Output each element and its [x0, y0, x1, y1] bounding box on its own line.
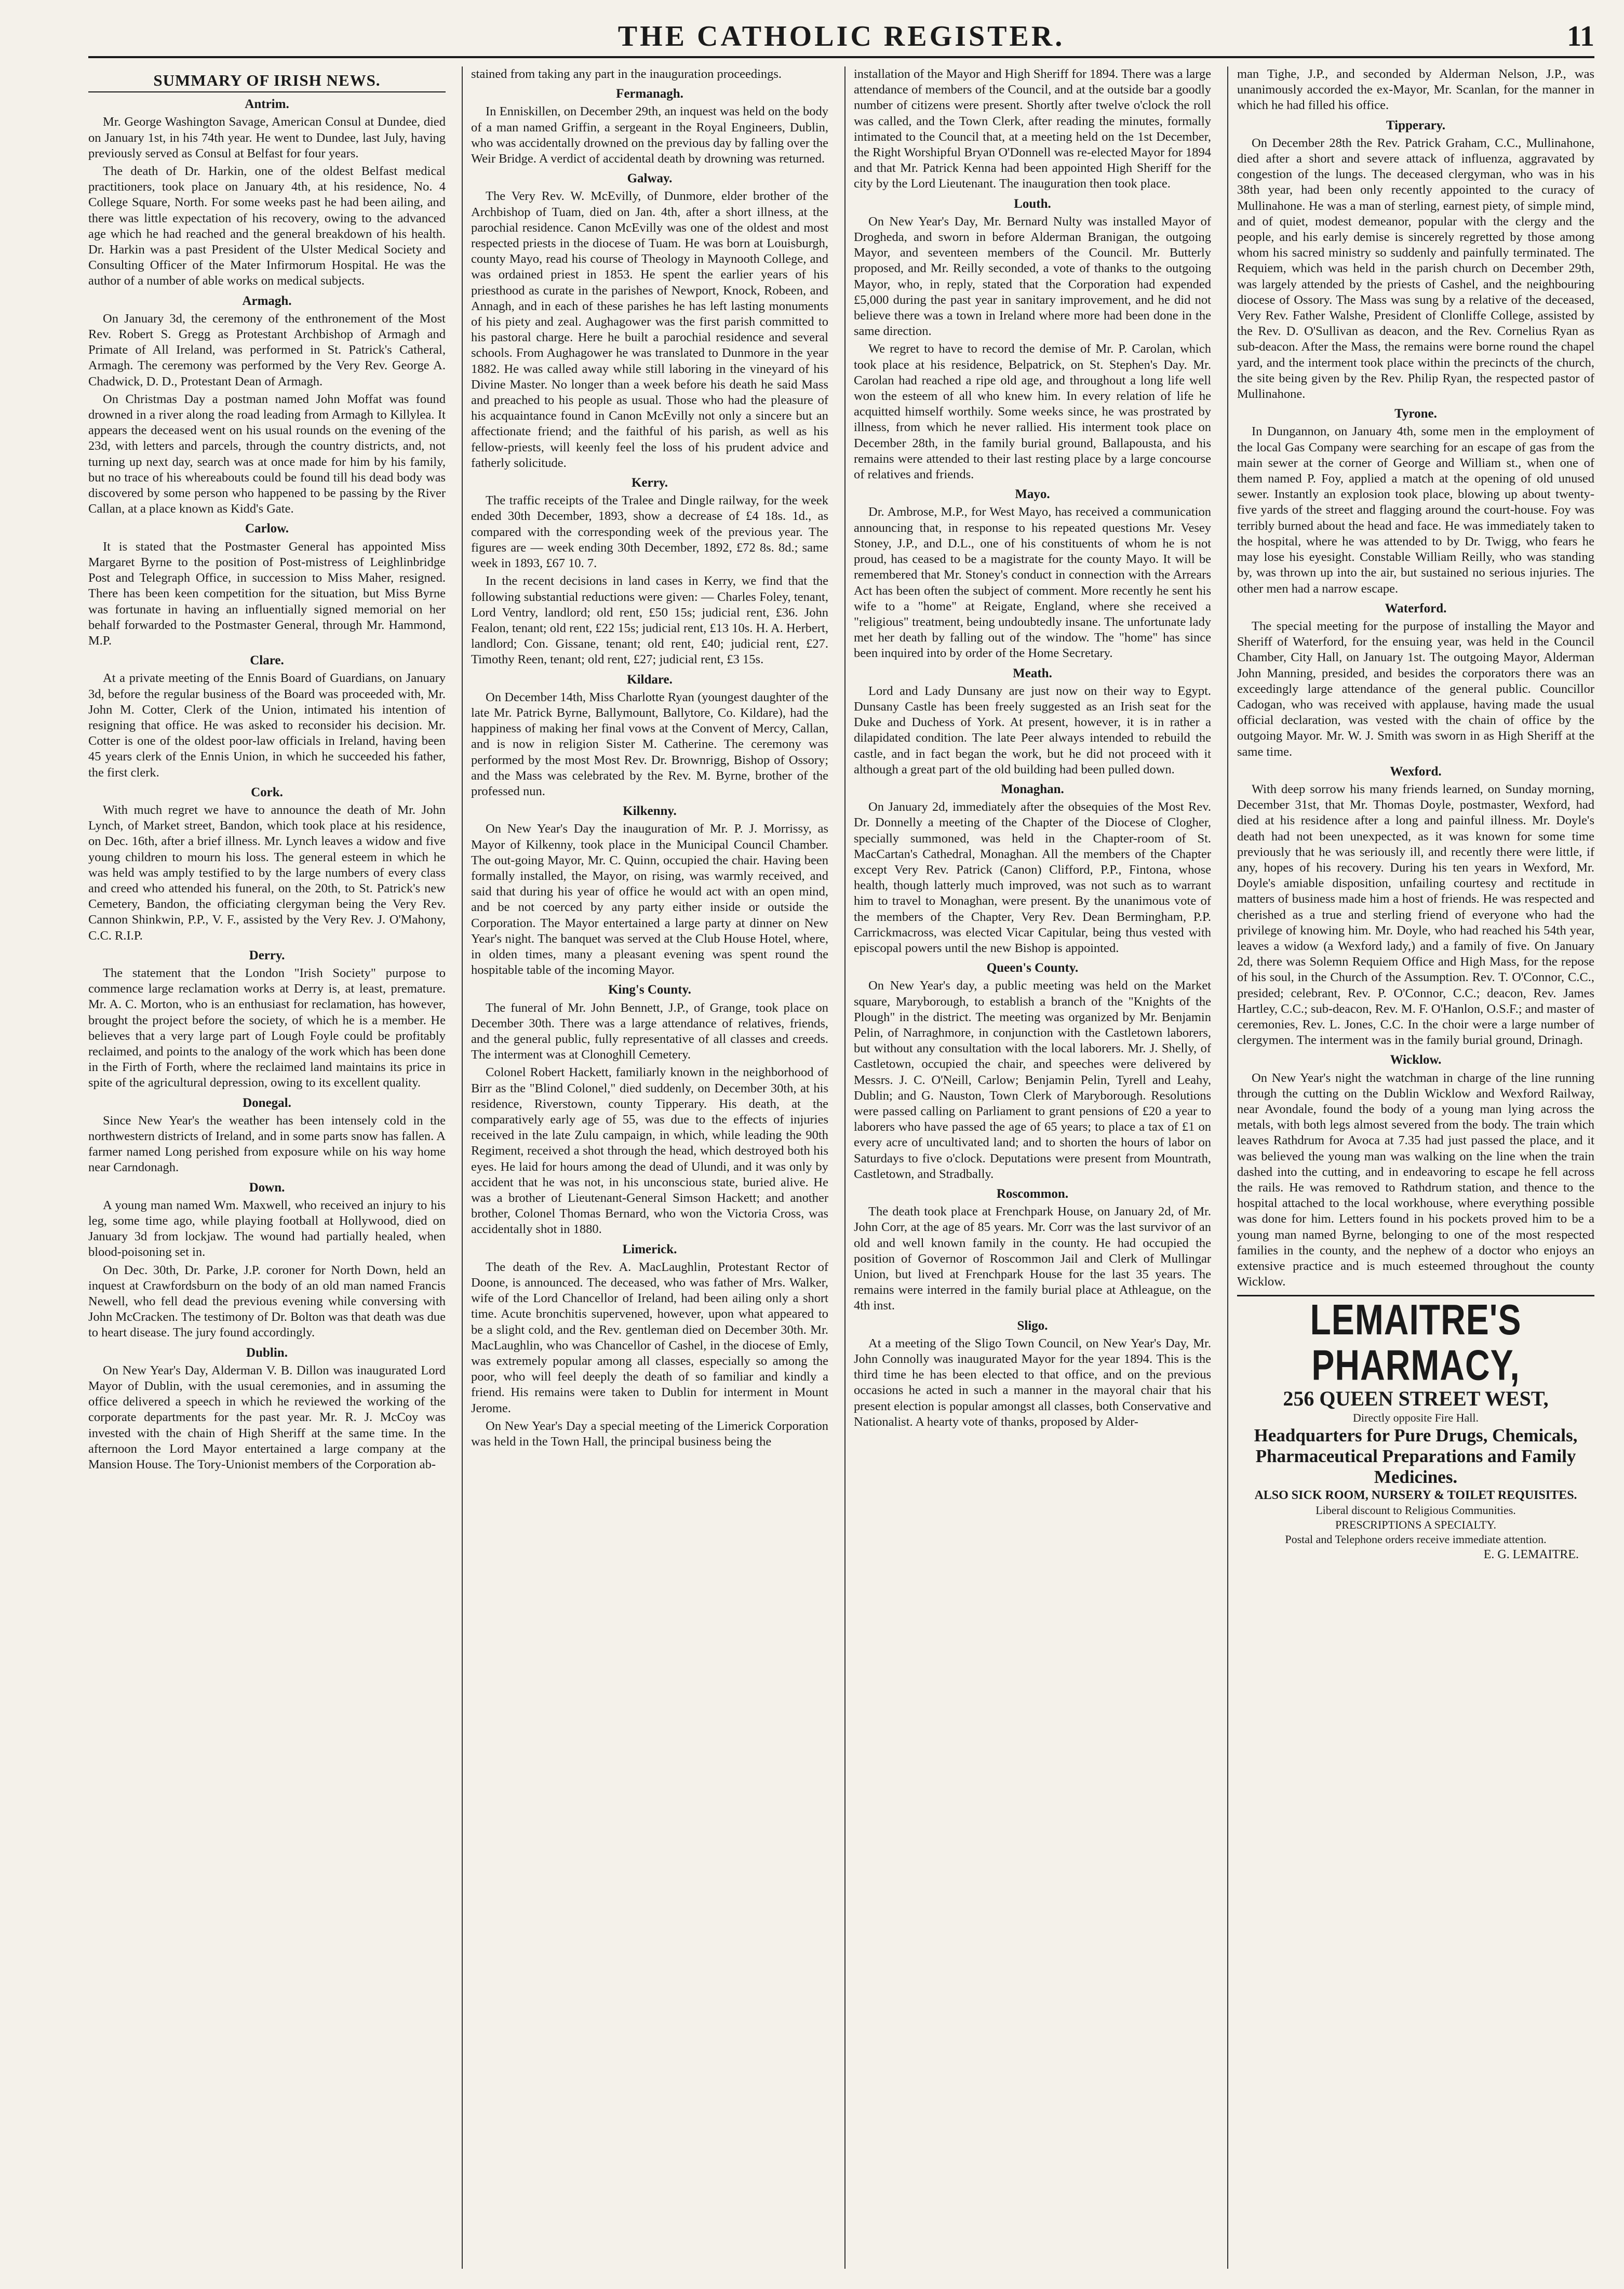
- article-paragraph: The traffic receipts of the Tralee and Dingle railway, for the week ended 30th December, 1893, show a decrease of £4 18s. 1d., as compared with the corresponding week of the previous year. The figures are — week ending 30th December, 1892, £72 8s. 8d.; same week in 1893, £67 10. 7.: [471, 493, 828, 571]
- county-heading: Dublin.: [246, 1345, 288, 1360]
- article-paragraph: man Tighe, J.P., and seconded by Alderman Nelson, J.P., was unanimously accorded the ex-Mayor, Mr. Scanlan, for the manner in which he had filled his office.: [1237, 67, 1594, 113]
- article-paragraph: At a meeting of the Sligo Town Council, on New Year's Day, Mr. John Connolly was inaugurated Mayor for the year 1894. This is the third time he has been elected to that office, and on the previous occasions he acted in such a manner in the mayoral chair that his present election is popular amongst all classes, both Conservative and Nationalist. A hearty vote of thanks, proposed by Alder-: [854, 1336, 1211, 1429]
- pharmacy-advertisement: [1237, 1295, 1594, 1562]
- county-heading: Mayo.: [1015, 487, 1050, 502]
- county-heading: Clare.: [250, 653, 284, 668]
- article-paragraph: On New Year's day, a public meeting was held on the Market square, Maryborough, to establish a branch of the "Knights of the Plough" in the district. The meeting was organized by Mr. Benjamin Pelin, of Narraghmore, in conjunction with the Castletown laborers, but without any consultation with the local laborers. Mr. J. Shelly, of Castletown, occupied the chair, and speeches were delivered by Messrs. J. C. O'Neill, Carlow; Benjamin Pelin, Tyrell and Leahy, Dublin; and G. Nauston, Town Clerk of Maryborough. Resolutions were passed calling on Parliament to grant pensions of £20 a year to laborers who have passed the age of 65 years; to place a tax of £1 on every acre of uncultivated land; and to shorten the hours of labor on Saturdays to five o'clock. Deputations were present from Mountrath, Castletown, and Stradbally.: [854, 979, 1211, 1181]
- ad-title: LEMAITRE'S PHARMACY,: [1310, 1295, 1522, 1389]
- county-heading: Donegal.: [243, 1095, 291, 1110]
- county-heading: Armagh.: [242, 293, 292, 308]
- county-heading: Down.: [249, 1180, 285, 1195]
- county-heading: Carlow.: [245, 521, 289, 536]
- article-paragraph: In the recent decisions in land cases in Kerry, we find that the following substantial reductions were given: — Charles Foley, tenant, Lord Ventry, landlord; old rent, £50 15s; judicial rent, £36. John Fealon, tenant; old rent, £22 15s; judicial rent, £13 10s. H. A. Herbert, landlord; Con. Gissane, tenant; old rent, £40; judicial rent, £27. Timothy Reen, tenant; old rent, £27; judicial rent, £3 15s.: [471, 574, 828, 667]
- ad-orders: Postal and Telephone orders receive immediate attention.: [1285, 1533, 1547, 1546]
- ad-discount: Liberal discount to Religious Communities.: [1316, 1504, 1516, 1517]
- article-paragraph: Colonel Robert Hackett, familiarly known in the neighborhood of Birr as the "Blind Colonel," died suddenly, on December 30th, at his residence, Riverstown, county Tipperary. His death, at the comparatively early age of 55, was due to the effects of injuries received in the late Zulu campaign, in which, while leading the 90th Regiment, received a shot through the head, which destroyed both his eyes. He laid for hours among the dead of Ulundi, and it was only by accident that he was not, in his unconscious state, buried alive. He was a brother of Lieutenant-General Simson Hackett; and another brother, Colonel Thomas Bernard, who won the Victoria Cross, was accidentally shot in 1880.: [471, 1065, 828, 1237]
- article-paragraph: In Dungannon, on January 4th, some men in the employment of the local Gas Company were searching for an escape of gas from the main sewer at the corner of George and William st., when one of them named P. Foy, applied a match at the opening of old unused sewer. Instantly an explosion took place, blowing up about twenty-five yards of the street and flagging around the court-house. Foy was terribly burned about the head and face. He was immediately taken to the hospital, where he was attended to by Dr. Twigg, who fears he may lose his eyesight. Constable William Reilly, who was standing by, was thrown up into the air, but sustained no serious injuries. The other men had a narrow escape.: [1237, 424, 1594, 596]
- article-paragraph: It is stated that the Postmaster General has appointed Miss Margaret Byrne to the position of Post-mistress of Leighlinbridge Post and Telegraph Office, in succession to Miss Maher, resigned. There has been keen competition for the situation, but Miss Byrne was fortunate in having an influentially signed memorial on her behalf forwarded to the Postmaster General, through Mr. Hammond, M.P.: [88, 539, 446, 648]
- article-paragraph: On December 28th the Rev. Patrick Graham, C.C., Mullinahone, died after a short and severe attack of influenza, aggravated by congestion of the lungs. The deceased clergyman, who was in his 38th year, had been only recently appointed to the curacy of Mullinahone. He was a man of sterling, earnest piety, of simple mind, and of quiet, modest demeanor, popular with the clergy and the people, and his early demise is sincerely regretted by those among whom his sacred ministry so suddenly and painfully terminated. The Requiem, which was held in the parish church on December 29th, was largely attended by the priests of Cashel, and the neighbouring diocese of Ossory. The Mass was sung by a relative of the deceased, Very Rev. Father Walshe, President of Clonliffe College, assisted by the Rev. D. O'Sullivan as deacon, and the Rev. Cornelius Ryan as sub-deacon. After the Mass, the remains were borne round the chapel yard, and the interment took place within the precincts of the church, the site being given by the Rev. Philip Ryan, the respected pastor of Mullinahone.: [1237, 136, 1594, 401]
- article-paragraph: On New Year's Day the inauguration of Mr. P. J. Morrissy, as Mayor of Kilkenny, took place in the Municipal Council Chamber. The out-going Mayor, Mr. C. Quinn, occupied the chair. Having been formally installed, the Mayor, on rising, was warmly received, and said that during his year of office he would act with an open mind, and be not coerced by any party either inside or outside the Corporation. The Mayor entertained a large party at dinner on New Year's night. The banquet was served at the Club House Hotel, where, in olden times, many a pleasant evening was spent round the hospitable table of the incoming Mayor.: [471, 822, 828, 978]
- article-paragraph: stained from taking any part in the inauguration proceedings.: [471, 67, 782, 81]
- county-heading: Limerick.: [622, 1242, 677, 1256]
- article-paragraph: Dr. Ambrose, M.P., for West Mayo, has received a communication announcing that, in response to his repeated questions Mr. Vesey Stoney, J.P., and D.L., one of his constituents of whom he is not proud, has ceased to be a magistrate for the county Mayo. It will be remembered that Mr. Stoney's conduct in connection with the Arrears Act has been often the subject of comment. More recently he sent his wife to a "home" at Reigate, England, where she received a "religious" treatment, being undoubtedly insane. The unfortunate lady met her death by falling out of the window. The "home" has since been inquired into by order of the Home Secretary.: [854, 505, 1211, 661]
- column-2: [471, 66, 828, 2269]
- article-paragraph: The statement that the London "Irish Society" purpose to commence large reclamation works at Derry is, at least, premature. Mr. A. C. Morton, who is an enthusiast for reclamation, has however, brought the project before the society, of which he is a member. He believes that a very large part of Lough Foyle could be profitably reclaimed, and points to the analogy of the work which has been done in the Firth of Forth, where the reclaimed land maintains its price in spite of the agricultural depression, owing to its excellent quality.: [88, 966, 446, 1090]
- article-paragraph: installation of the Mayor and High Sheriff for 1894. There was a large attendance of members of the Council, and at the outside bar a goodly number of citizens were present. Shortly after twelve o'clock the roll was called, and the Town Clerk, after reading the minutes, formally intimated to the Council that, at a meeting held on the 1st December, the Right Worshipful Bryan O'Donnell was re-elected Mayor for 1894 and that Mr. Patrick Kenna had been appointed High Sheriff for the city by the Lord Lieutenant. The inauguration then took place.: [854, 67, 1211, 191]
- newspaper-title: THE CATHOLIC REGISTER.: [618, 20, 1065, 52]
- county-heading: Monaghan.: [1001, 782, 1064, 796]
- section-title: SUMMARY OF IRISH NEWS.: [88, 73, 446, 92]
- columns: [88, 66, 1594, 2269]
- article-paragraph: On New Year's Day, Alderman V. B. Dillon was inaugurated Lord Mayor of Dublin, with the usual ceremonies, and in assuming the office delivered a speech in which he reviewed the working of the corporate departments for the past year. Mr. R. J. McCoy was invested with the chain of High Sheriff at the same time. In the afternoon the Lord Mayor entertained a large company at the Mansion House. The Tory-Unionist members of the Corporation ab-: [88, 1363, 446, 1472]
- masthead: [88, 19, 1594, 58]
- county-heading: Antrim.: [245, 97, 289, 112]
- county-heading: Wexford.: [1390, 764, 1442, 779]
- article-paragraph: On December 14th, Miss Charlotte Ryan (youngest daughter of the late Mr. Patrick Byrne, Ballymount, Ballytore, Co. Kildare), had the happiness of making her final vows at the Convent of Mercy, Callan, and is now in religion Sister M. Catherine. The ceremony was performed by the most Most Rev. Dr. Brownrigg, Bishop of Ossory; and the Mass was celebrated by the Rev. M. Byrne, brother of the professed nun.: [471, 690, 828, 798]
- article-paragraph: On New Year's Day a special meeting of the Limerick Corporation was held in the Town Hall, the principal business being the: [471, 1418, 828, 1449]
- page-number: 11: [1567, 20, 1594, 52]
- article-paragraph: With deep sorrow his many friends learned, on Sunday morning, December 31st, that Mr. Thomas Doyle, postmaster, Wexford, had died at his residence after a long and painful illness. Mr. Doyle's death had not been unexpected, as it was known for some time previously that he was seriously ill, and recently there were little, if any, hopes of his recovery. During his ten years in Wexford, Mr. Doyle's amiable disposition, unfailing courtesy and rectitude in matters of business made him a host of friends. He was respected and cherished as a true and sterling friend of everyone who had the privilege of knowing him. Mr. Doyle, who had reached his 54th year, leaves a widow (a Wexford lady,) and a family of five. On January 2d, there was Solemn Requiem Office and High Mass, for the repose of his soul, in the Church of the Assumption. Rev. T. O'Connor, C.C., presided; celebrant, Rev. P. O'Connor, C.C.; deacon, Rev. James Hartley, C.C.; sub-deacon, Rev. M. F. O'Hanlon, O.S.F.; and master of ceremonies, Rev. L. Jones, C.C. In the choir were a large number of clergymen. The interment was in the family burial ground, Drinagh.: [1237, 782, 1594, 1048]
- county-heading: Derry.: [249, 948, 285, 962]
- column-4-text: [1237, 66, 1594, 1290]
- county-heading: King's County.: [608, 983, 691, 997]
- county-heading: Kerry.: [631, 476, 668, 490]
- article-paragraph: On Christmas Day a postman named John Moffat was found drowned in a river along the road leading from Armagh to Killylea. It appears the deceased went on his usual rounds on the evening of the 23d, with letters and parcels, through the country districts, and, not turning up next day, search was at once made for him by his family, but no trace of his whereabouts could be found till his dead body was discovered by some person who happened to be passing by the River Callan, at a place known as Kidd's Gate.: [88, 392, 446, 516]
- ad-location: Directly opposite Fire Hall.: [1353, 1411, 1479, 1425]
- ad-also: ALSO SICK ROOM, NURSERY & TOILET REQUISITES.: [1254, 1489, 1577, 1503]
- article-paragraph: On January 2d, immediately after the obsequies of the Most Rev. Dr. Donnelly a meeting of the Chapter of the Diocese of Clogher, specially summoned, was held in the Chapter-room of St. MacCartan's Cathedral, Monaghan. All the members of the Chapter except Very Rev. Patrick (Canon) Clifford, P.P., Fintona, whose health, though latterly much improved, was not such as to warrant him to travel to Monaghan, were present. By the unanimous vote of the members of the Chapter, Very Rev. Dean Bermingham, P.P. Carrickmacross, was elected Vicar Capitular, being thus vested with episcopal powers until the new Bishop is appointed.: [854, 800, 1211, 955]
- county-heading: Cork.: [251, 785, 283, 799]
- article-paragraph: The funeral of Mr. John Bennett, J.P., of Grange, took place on December 30th. There was a large attendance of relatives, friends, and the general public, fully representative of all classes and creeds. The interment was at Clonoghill Cemetery.: [471, 1000, 828, 1062]
- column-rule: [844, 66, 845, 2269]
- county-heading: Galway.: [627, 171, 673, 186]
- county-heading: Fermanagh.: [616, 87, 683, 101]
- article-paragraph: A young man named Wm. Maxwell, who received an injury to his leg, some time ago, while playing football at Hollywood, died on January 3d from lockjaw. The wound had partially healed, when blood-poisoning set in.: [88, 1198, 446, 1260]
- county-heading: Wicklow.: [1390, 1053, 1442, 1067]
- county-heading: Louth.: [1014, 196, 1051, 211]
- county-heading: Tipperary.: [1386, 118, 1446, 132]
- newspaper-page: [88, 19, 1594, 2273]
- ad-address: 256 QUEEN STREET WEST,: [1283, 1387, 1549, 1411]
- county-heading: Waterford.: [1385, 601, 1447, 615]
- column-1: [88, 66, 446, 2269]
- article-paragraph: Mr. George Washington Savage, American Consul at Dundee, died on January 1st, in his 74th year. He went to Dundee, last July, having previously served as Consul at Belfast for four years.: [88, 115, 446, 160]
- county-heading: Meath.: [1013, 666, 1052, 680]
- ad-headline: Headquarters for Pure Drugs, Chemicals, Pharmaceutical Preparations and Family Medicines.: [1254, 1425, 1578, 1488]
- article-paragraph: Lord and Lady Dunsany are just now on their way to Egypt. Dunsany Castle has been freely suggested as an Irish seat for the Duke and Duchess of York. At present, however, it is in rather a dilapidated condition. The late Peer always intended to rebuild the castle, and in fact began the work, but he did not proceed with it although a great part of the old building had been pulled down.: [854, 684, 1211, 777]
- county-heading: Queen's County.: [986, 961, 1079, 975]
- column-rule: [1227, 66, 1228, 2269]
- county-heading: Tyrone.: [1394, 407, 1437, 421]
- ad-prescriptions: PRESCRIPTIONS A SPECIALTY.: [1335, 1518, 1496, 1532]
- article-paragraph: On New Year's night the watchman in charge of the line running through the cutting on the Dublin Wicklow and Wexford Railway, near Avondale, found the body of a young man lying across the metals, with both legs almost severed from the body. The train which leaves Rathdrum for Avoca at 7.35 had just passed the place, and it was believed the young man was walking on the line when the train dashed into the cutting, and in endeavoring to escape he fell across the rails. He was removed to Rathdrum station, and thence to the hospital attached to the local workhouse, where everything possible was done for him. Letters found in his pockets proved him to be a young man named Byrne, belonging to one of the most respected families in the county, and the nephew of a doctor who enjoys an extensive practice and is much esteemed throughout the county Wicklow.: [1237, 1070, 1594, 1289]
- county-heading: Kildare.: [627, 672, 673, 687]
- article-paragraph: In Enniskillen, on December 29th, an inquest was held on the body of a man named Griffin, a sergeant in the Royal Engineers, Dublin, who was accidentally drowned on the previous day by falling over the Weir Bridge. A verdict of accidental death by drowning was returned.: [471, 104, 828, 166]
- article-paragraph: With much regret we have to announce the death of Mr. John Lynch, of Market street, Bandon, which took place at his residence, on Dec. 16th, after a brief illness. Mr. Lynch leaves a widow and five young children to mourn his loss. The general esteem in which he was held was amply testified to by the large numbers of every class and creed who attended his funeral, on the 20th, to St. Patrick's new Cemetery, Bandon, the officiating clergyman being the Very Rev. Cannon Shinkwin, P.P., V. F., assisted by the Very Rev. J. O'Mahony, C.C. R.I.P.: [88, 802, 446, 943]
- column-3: [854, 66, 1211, 2269]
- article-paragraph: On New Year's Day, Mr. Bernard Nulty was installed Mayor of Drogheda, and sworn in before Alderman Branigan, the outgoing Mayor, and seventeen members of the Council. Mr. Butterly proposed, and Mr. Reilly seconded, a vote of thanks to the outgoing Mayor, who, in reply, stated that the Corporation had expended £5,000 during the past year in sanitary improvement, and he did not believe there was a town in Ireland where more had been done in the same direction.: [854, 214, 1211, 339]
- article-paragraph: Since New Year's the weather has been intensely cold in the northwestern districts of Ireland, and in some parts snow has fallen. A farmer named Long perished from exposure while on his way home near Carndonagh.: [88, 1113, 446, 1175]
- article-paragraph: The special meeting for the purpose of installing the Mayor and Sheriff of Waterford, for the ensuing year, was held in the Council Chamber, City Hall, on January 1st. The outgoing Mayor, Alderman John Manning, presided, and besides the corporators there was an exceedingly large attendance of the general public. Councillor Cadogan, who was received with applause, having made the usual official declaration, was vested with the chain of office by the outgoing Mayor. Mr. W. J. Smith was sworn in as High Sheriff at the same time.: [1237, 619, 1594, 759]
- article-paragraph: On January 3d, the ceremony of the enthronement of the Most Rev. Robert S. Gregg as Protestant Archbishop of Armagh and Primate of All Ireland, was performed in St. Patrick's Catheral, Armagh. The ceremony was performed by the Very Rev. George A. Chadwick, D. D., Protestant Dean of Armagh.: [88, 311, 446, 389]
- ad-signature: E. G. LEMAITRE.: [1483, 1548, 1579, 1562]
- article-paragraph: The death of Dr. Harkin, one of the oldest Belfast medical practitioners, took place on January 4th, at his residence, No. 4 College Square, North. For some weeks past he had been ailing, and there was little expectation of his recovery, owing to the advanced age which he had reached and the general breakdown of his health. Dr. Harkin was a past President of the Ulster Medical Society and Consulting Officer of the Mater Infirmorum Hospital. He was the author of a number of able works on medical subjects.: [88, 164, 446, 288]
- column-rule: [462, 66, 463, 2269]
- article-paragraph: We regret to have to record the demise of Mr. P. Carolan, which took place at his residence, Belpatrick, on St. Stephen's Day. Mr. Carolan had reached a ripe old age, and throughout a long life well won the esteem of all who knew him. In every relation of life he acquitted himself worthily. Some weeks since, he was prostrated by illness, from which he never rallied. His interment took place on December 28th, in the family burial ground, Ballapousta, and his remains were attended to their last resting place by a large concourse of relatives and friends.: [854, 342, 1211, 482]
- article-paragraph: On Dec. 30th, Dr. Parke, J.P. coroner for North Down, held an inquest at Crawfordsburn on the body of an old man named Francis Newell, who fell dead the previous evening while conversing with John McCracken. The testimony of Dr. Bolton was that death was due to heart disease. The jury found accordingly.: [88, 1263, 446, 1340]
- county-heading: Roscommon.: [996, 1187, 1069, 1201]
- article-paragraph: The Very Rev. W. McEvilly, of Dunmore, elder brother of the Archbishop of Tuam, died on Jan. 4th, after a short illness, at the parochial residence. Canon McEvilly was one of the oldest and most respected priests in the diocese of Tuam. He was born at Louisburgh, county Mayo, read his course of Theology in Maynooth College, and was ordained priest in 1853. He spent the earlier years of his priesthood as curate in the parishes of Newport, Knock, Robeen, and Annagh, and in each of these parishes he has left lasting monuments of his piety and zeal. Aughagower was the first parish committed to his pastoral charge. Here he built a parochial residence and several schools. From Aughagower he was translated to Dunmore in the year 1882. He was called away while still laboring in the vineyard of his Divine Master. No longer than a week before his death he said Mass and preached to his people as usual. Those who had the pleasure of his acquaintance found in Canon McEvilly not only a sincere but an affectionate friend; and the faithful of his parish, as well as his fellow-priests, will keenly feel the loss of his prudent advice and fatherly solicitude.: [471, 189, 828, 470]
- county-heading: Sligo.: [1017, 1318, 1048, 1333]
- article-paragraph: At a private meeting of the Ennis Board of Guardians, on January 3d, before the regular business of the Board was proceeded with, Mr. John M. Cotter, Clerk of the Union, intimated his intention of resigning that office. He was asked to reconsider his decision. Mr. Cotter is one of the oldest poor-law officials in Ireland, having been 45 years clerk of the Ennis Union, in which he succeeded his father, the first clerk.: [88, 671, 446, 780]
- county-heading: Kilkenny.: [623, 804, 677, 819]
- column-4: [1237, 66, 1594, 2269]
- article-paragraph: The death of the Rev. A. MacLaughlin, Protestant Rector of Doone, is announced. The deceased, who was father of Mrs. Walker, wife of the Lord Chancellor of Ireland, had been ailing only a short time. Acute bronchitis supervened, however, upon what appeared to be a slight cold, and the Rev. gentleman died on December 30th. Mr. MacLaughlin, who was Chancellor of Cashel, in the diocese of Emly, was extremely popular among all classes, especially so among the poor, who will feel deeply the death of so familiar and kindly a friend. His remains were taken to Dublin for interment in Mount Jerome.: [471, 1260, 828, 1415]
- article-paragraph: The death took place at Frenchpark House, on January 2d, of Mr. John Corr, at the age of 85 years. Mr. Corr was the last survivor of an old and well known family in the county. He had occupied the position of Governor of Roscommon Jail and Clerk of Mullingar Union, but lived at Frenchpark House for the last 35 years. The remains were interred in the family burial place at Athleague, on the 4th inst.: [854, 1204, 1211, 1313]
